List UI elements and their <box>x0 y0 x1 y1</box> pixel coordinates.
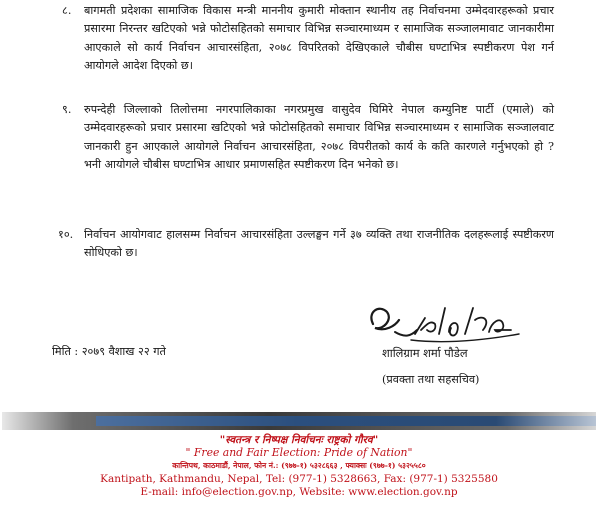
footer-motto-english: " Free and Fair Election: Pride of Nation" <box>185 446 413 459</box>
issue-date: मिति : २०७९ वैशाख २२ गते <box>52 345 166 358</box>
footer-motto-nepali: "स्वतन्त्र र निष्पक्ष निर्वाचनः राष्ट्रको गौरव" <box>219 434 379 446</box>
footer-contact: E-mail: info@election.gov.np, Website: www.election.gov.np <box>140 486 458 498</box>
item-9-text: रुपन्देही जिल्लाको तिलोत्तमा नगरपालिकाका नगरप्रमुख वासुदेव घिमिरे नेपाल कम्युनिष्ट पार्टी (एमाले) को उम्मेदवारहरूको प्रचार प्रसारमा खटिएको भन्ने फोटोसहितको समाचार विभिन्न सञ्चारमाध्यम र सामाजिक सञ्जालवाट जानकारी हुन आएकाले आयोगले निर्वाचन आचारसंहिता, २०७८ विपरीतको कार्य के कति कारणले गर्नुभएको हो ? भनी आयोगले चौबीस घण्टाभित्र आधार प्रमाणसहित स्पष्टीकरण दिन भनेको छ। <box>84 103 554 172</box>
item-8-number: ८. <box>62 4 72 17</box>
item-10-number: १०. <box>58 228 74 241</box>
footer-address-english: Kantipath, Kathmandu, Nepal, Tel: (977-1) 5328663, Fax: (977-1) 5325580 <box>100 473 498 485</box>
item-9-number: ९. <box>62 103 72 116</box>
handwritten-signature <box>365 290 525 350</box>
item-10-text: निर्वाचन आयोगवाट हालसम्म निर्वाचन आचारसंहिता उल्लङ्घन गर्ने ३७ व्यक्ति तथा राजनीतिक दलहरूलाई स्पष्टीकरण सोधिएको छ। <box>84 228 554 260</box>
signatory-name: शालिग्राम शर्मा पौडेल <box>382 346 468 360</box>
footer-band <box>96 416 596 426</box>
footer-address-nepali: कान्तिपथ, काठमाडौं, नेपाल, फोन नं.: (९७७-१) ५३२८६६३ , फ्याक्सः (९७७-१) ५३२५५८० <box>172 461 426 470</box>
signatory-role: (प्रवक्ता तथा सहसचिव) <box>382 373 480 386</box>
item-8-text: बागमती प्रदेशका सामाजिक विकास मन्त्री माननीय कुमारी मोक्तान स्थानीय तह निर्वाचनमा उम्मेदवारहरूको प्रचार प्रसारमा निरन्तर खटिएको भन्ने फोटोसहितको समाचार विभिन्न सञ्चारमाध्यम र सामाजिक सञ्जालमावाट जानकारीमा आएकाले सो कार्य निर्वाचन आचारसंहिता, २०७८ विपरितको देखिएकाले चौबीस घण्टाभित्र स्पष्टीकरण पेश गर्न आयोगले आदेश दिएको छ। <box>84 4 554 73</box>
